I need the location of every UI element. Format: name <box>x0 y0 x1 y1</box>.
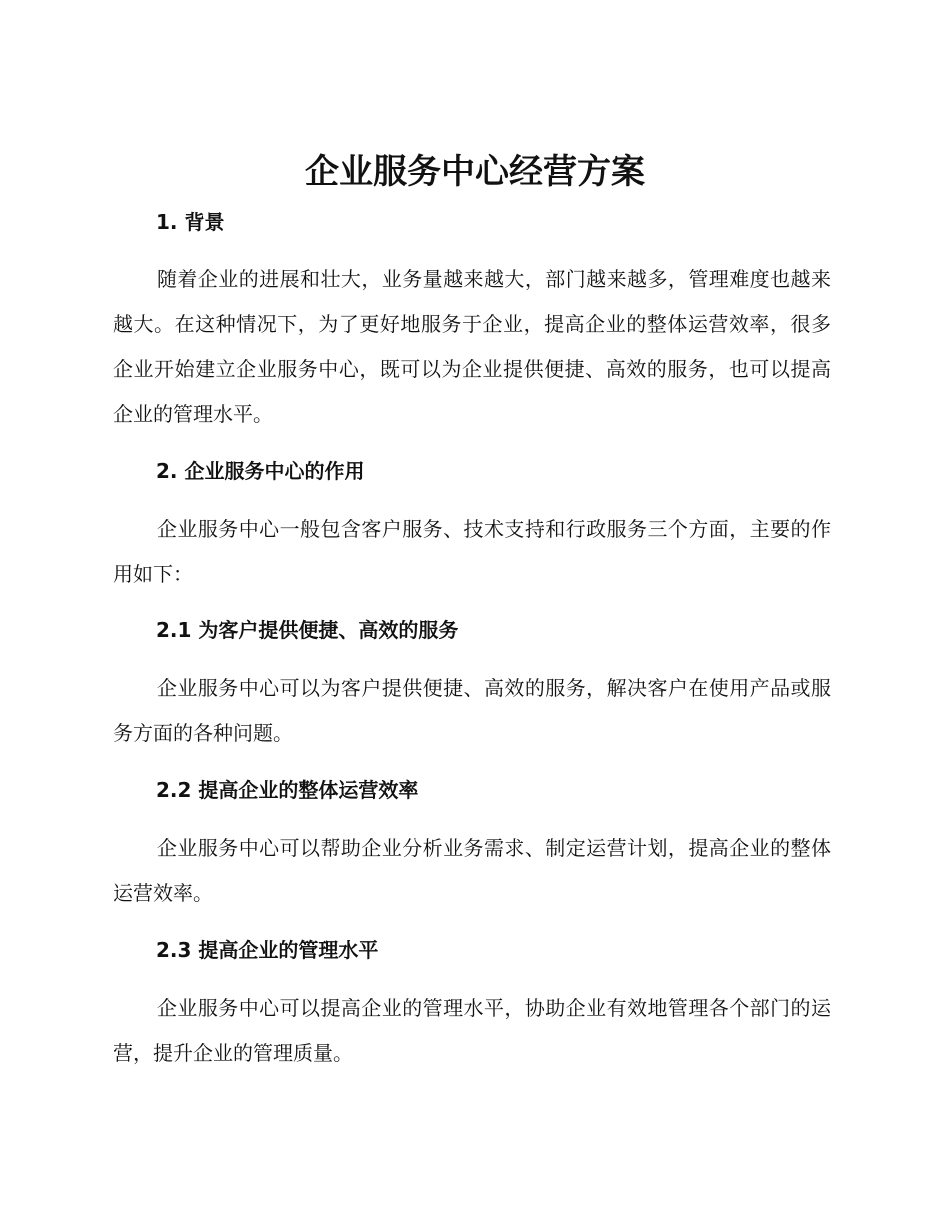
section-paragraph-role: 企业服务中心一般包含客户服务、技术支持和行政服务三个方面，主要的作用如下： <box>113 517 831 586</box>
section-heading-role: 2. 企业服务中心的作用 <box>156 459 365 483</box>
section-paragraph-management: 企业服务中心可以提高企业的管理水平，协助企业有效地管理各个部门的运营，提升企业的管理质量。 <box>113 996 831 1065</box>
section-paragraph-customer-service: 企业服务中心可以为客户提供便捷、高效的服务，解决客户在使用产品或服务方面的各种问题。 <box>113 676 831 745</box>
section-heading-background: 1. 背景 <box>156 210 225 234</box>
section-heading-management: 2.3 提高企业的管理水平 <box>156 938 379 962</box>
section-paragraph-background: 随着企业的进展和壮大，业务量越来越大，部门越来越多，管理难度也越来越大。在这种情况下，为了更好地服务于企业，提高企业的整体运营效率，很多企业开始建立企业服务中心，既可以为企业提供便捷、高效的服务，也可以提高企业的管理水平。 <box>113 267 831 426</box>
section-heading-efficiency: 2.2 提高企业的整体运营效率 <box>156 778 419 802</box>
document-title: 企业服务中心经营方案 <box>305 152 645 192</box>
section-heading-customer-service: 2.1 为客户提供便捷、高效的服务 <box>156 618 459 642</box>
section-paragraph-efficiency: 企业服务中心可以帮助企业分析业务需求、制定运营计划，提高企业的整体运营效率。 <box>113 836 831 905</box>
